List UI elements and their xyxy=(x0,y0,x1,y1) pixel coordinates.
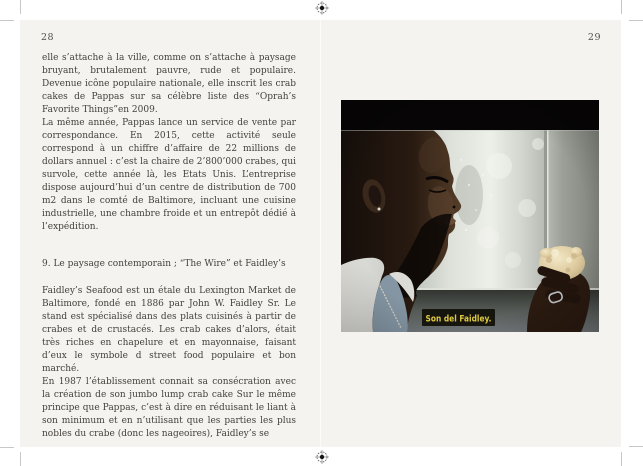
paragraph: Faidley’s Seafood est un étale du Lexington Market de Baltimore, fondé en 1886 par John W. Faidley Sr. Le stand est spécialisé dans des plats cuisinés à partir de crabes et de crustacés. Les crab cakes d’alors, était très riches en chapelure et en mayonnaise, faisant d’eux le symbole d street food populaire et bon marché. xyxy=(42,286,296,374)
paragraph: elle s’attache à la ville, comme on s’attache à paysage bruyant, brutalement pauvre, rude et populaire. Devenue icône populaire nationale, elle inscrit les crab cakes de Pappas sur sa célèbre liste des “Oprah’s Favorite Things”en 2009. xyxy=(42,53,296,115)
registration-mark-icon xyxy=(315,450,329,464)
crop-mark-icon xyxy=(0,20,14,21)
page-number-left: 28 xyxy=(41,32,55,43)
crop-mark-icon xyxy=(0,447,14,448)
registration-mark-icon xyxy=(315,1,329,15)
film-still-image xyxy=(341,100,599,332)
film-subtitle: Son del Faidley. xyxy=(425,314,492,325)
crop-mark-icon xyxy=(20,0,21,14)
film-still-the-wire xyxy=(341,100,599,332)
page-number-right: 29 xyxy=(587,32,601,43)
page-right xyxy=(321,20,621,447)
crop-mark-icon xyxy=(20,452,21,466)
page-left xyxy=(20,20,320,447)
crop-mark-icon xyxy=(629,20,643,21)
paragraph: En 1987 l’établissement connait sa consécration avec la création de son jumbo lump crab cake Sur le même principe que Pappas, c’est à dire en réduisant le liant à son minimum et en n’utilisant que les parties les plus nobles du crabe (donc les nageoires), Faidley’s se xyxy=(42,377,296,439)
crop-mark-icon xyxy=(621,452,622,466)
crop-mark-icon xyxy=(621,0,622,14)
vignette xyxy=(341,100,599,332)
body-text-block xyxy=(20,20,320,441)
section-heading: 9. Le paysage contemporain ; “The Wire” et Faidley’s xyxy=(42,259,286,269)
crop-mark-icon xyxy=(629,446,643,447)
paragraph: La même année, Pappas lance un service de vente par correspondance. En 2015, cette activité seule correspond à un chiffre d’affaire de 22 millions de dollars annuel : c’est la chaire de 2’800’000 crabes, qui survole, cette année là, les Etats Unis. L’entreprise dispose aujourd’hui d’un centre de distribution de 700 m2 dans le comté de Baltimore, incluant une cuisine industrielle, une chambre froide et un entrepôt dédié à l’expédition. xyxy=(42,118,296,232)
